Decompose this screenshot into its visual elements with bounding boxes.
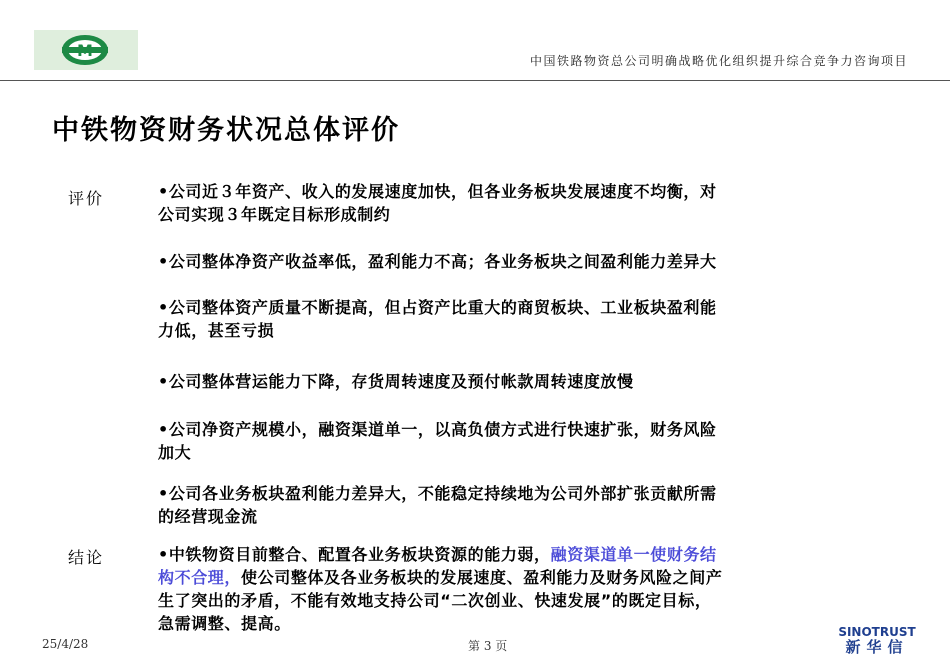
- brand-name-en: SINOTRUST: [838, 625, 916, 639]
- evaluation-item-5-line2: 加大: [158, 443, 192, 462]
- project-title: 中国铁路物资总公司明确战略优化组织提升综合竞争力咨询项目: [529, 54, 908, 68]
- conclusion-highlight-b: 构不合理，: [158, 568, 242, 587]
- conclusion-text: [158, 543, 818, 635]
- brand-name-cn: 新华信: [845, 638, 909, 656]
- conclusion-label: 结论: [68, 548, 105, 567]
- evaluation-item-1-line1: •公司近３年资产、收入的发展速度加快，但各业务板块发展速度不均衡，对: [158, 182, 717, 201]
- evaluation-item-1: [158, 180, 818, 226]
- sinotrust-logo: [836, 626, 918, 656]
- evaluation-item-3: [158, 296, 818, 342]
- conclusion-part1: •中铁物资目前整合、配置各业务板块资源的能力弱，: [158, 545, 551, 564]
- page-number: 第 3 页: [468, 639, 508, 653]
- evaluation-item-2: [158, 250, 818, 273]
- evaluation-item-2-line1: •公司整体净资产收益率低，盈利能力不高；各业务板块之间盈利能力差异大: [158, 252, 717, 271]
- conclusion-part2: 使公司整体及各业务板块的发展速度、盈利能力及财务风险之间产: [241, 568, 723, 587]
- evaluation-item-5-line1: •公司净资产规模小，融资渠道单一，以高负债方式进行快速扩张，财务风险: [158, 420, 717, 439]
- conclusion-line4: 急需调整、提高。: [158, 614, 291, 633]
- evaluation-item-6-line1: •公司各业务板块盈利能力差异大，不能稳定持续地为公司外部扩张贡献所需: [158, 484, 717, 503]
- conclusion-line2: [158, 566, 818, 589]
- conclusion-highlight-a: 融资渠道单一使财务结: [550, 545, 717, 564]
- footer-date: 25/4/28: [42, 637, 89, 651]
- evaluation-item-5: [158, 418, 818, 464]
- svg-text:M: M: [77, 41, 93, 60]
- evaluation-item-6-line2: 的经营现金流: [158, 507, 258, 526]
- page-title: 中铁物资财务状况总体评价: [52, 115, 400, 146]
- conclusion-line3: 生了突出的矛盾，不能有效地支持公司“二次创业、快速发展”的既定目标，: [158, 591, 712, 610]
- evaluation-item-3-line1: •公司整体资产质量不断提高，但占资产比重大的商贸板块、工业板块盈利能: [158, 298, 717, 317]
- evaluation-item-3-line2: 力低，甚至亏损: [158, 321, 275, 340]
- evaluation-item-1-line2: 公司实现３年既定目标形成制约: [158, 205, 391, 224]
- evaluation-label: 评价: [68, 189, 105, 208]
- evaluation-item-6: [158, 482, 818, 528]
- evaluation-item-4: [158, 370, 818, 393]
- conclusion-line1: [158, 543, 818, 566]
- header-divider: [0, 80, 950, 81]
- evaluation-item-4-line1: •公司整体营运能力下降，存货周转速度及预付帐款周转速度放慢: [158, 372, 634, 391]
- company-logo: [60, 33, 110, 67]
